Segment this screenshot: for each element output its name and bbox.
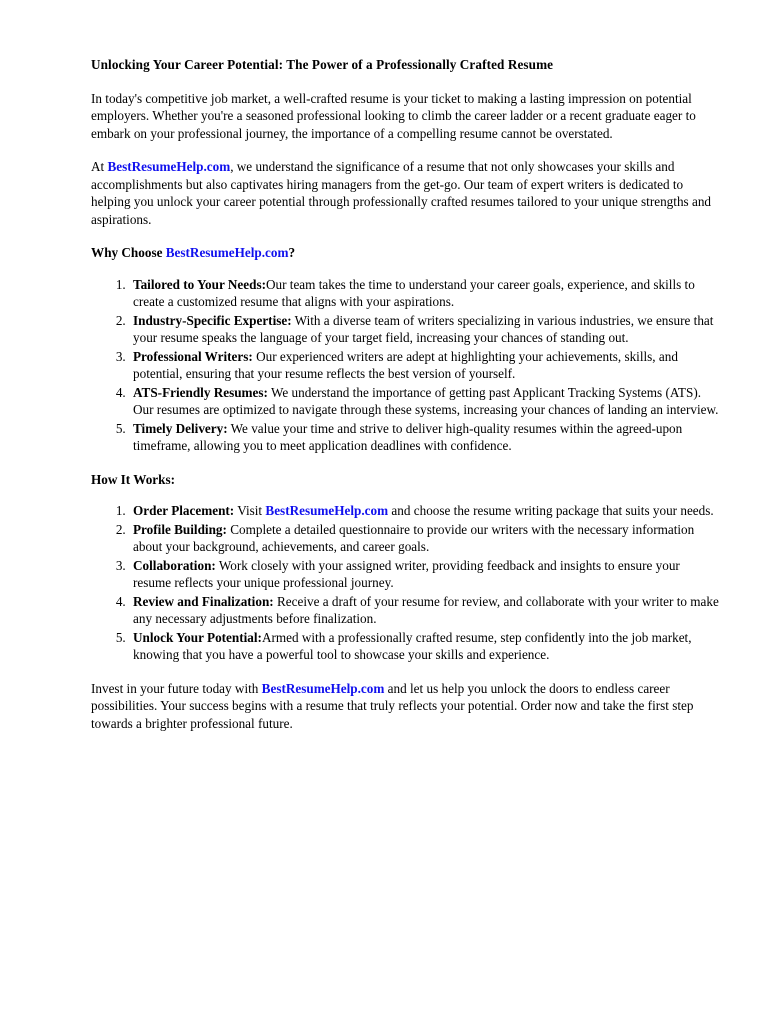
list-item-lead: Timely Delivery: (133, 420, 228, 436)
brand-link-about[interactable]: BestResumeHelp.com (107, 159, 231, 174)
brand-link-order-placement[interactable]: BestResumeHelp.com (265, 503, 389, 518)
brand-link-why-choose[interactable]: BestResumeHelp.com (165, 245, 289, 260)
list-item-lead: Review and Finalization: (133, 593, 274, 609)
closing-paragraph-prefix: Invest in your future today with (91, 680, 262, 696)
about-paragraph (91, 158, 721, 228)
list-item-lead: Profile Building: (133, 521, 227, 537)
list-item-lead: Collaboration: (133, 557, 216, 573)
list-item-body: We understand the importance of getting past Applicant Tracking Systems (ATS). Our resumes are optimized to navigate through these systems, increasing your chances of landing an interview. (133, 384, 719, 417)
list-item-body: Our experienced writers are adept at highlighting your achievements, skills, and potential, ensuring that your resume reflects the best version of yourself. (133, 348, 678, 381)
list-item-body: Our team takes the time to understand your career goals, experience, and skills to create a customized resume that aligns with your aspirations. (133, 276, 695, 309)
why-choose-heading (91, 244, 721, 262)
list-item-lead: Tailored to Your Needs: (133, 276, 266, 292)
list-item (129, 557, 721, 592)
list-item-body: With a diverse team of writers specializing in various industries, we ensure that your resume speaks the language of your target field, increasing your chances of standing out. (133, 312, 714, 345)
list-item (129, 629, 721, 664)
list-item-body-before-link: Visit (234, 503, 266, 518)
list-item (129, 521, 721, 556)
list-item (129, 348, 721, 383)
brand-link-closing[interactable]: BestResumeHelp.com (261, 680, 385, 696)
how-it-works-list (91, 502, 721, 664)
list-item-lead: ATS-Friendly Resumes: (133, 384, 268, 400)
closing-paragraph-suffix: and let us help you unlock the doors to endless career possibilities. Your success begins with a resume that truly reflects your potential. Order now and take the first step towards a brighter professional future. (91, 680, 694, 731)
list-item (129, 593, 721, 628)
intro-paragraph: In today's competitive job market, a well-crafted resume is your ticket to making a lasting impression on potential employers. Whether you're a seasoned professional looking to climb the career ladder or a recent graduate eager to embark on your professional journey, the importance of a compelling resume cannot be overstated. (91, 90, 696, 141)
document-body (91, 56, 721, 732)
how-it-works-heading: How It Works: (91, 471, 176, 487)
why-choose-heading-suffix: ? (288, 245, 296, 260)
list-item-lead: Professional Writers: (133, 348, 253, 364)
list-item-body: Complete a detailed questionnaire to provide our writers with the necessary information about your background, achievements, and career goals. (133, 521, 695, 554)
why-choose-list (91, 276, 721, 455)
list-item-body: Work closely with your assigned writer, providing feedback and insights to ensure your resume reflects your unique professional journey. (133, 557, 680, 590)
list-item-body-after-link: and choose the resume writing package that suits your needs. (388, 503, 714, 518)
why-choose-heading-prefix: Why Choose (91, 245, 166, 260)
list-item-body: Armed with a professionally crafted resume, step confidently into the job market, knowing that you have a powerful tool to showcase your skills and experience. (133, 629, 692, 662)
list-item-body: Receive a draft of your resume for review, and collaborate with your writer to make any necessary adjustments before finalization. (133, 593, 719, 626)
list-item (129, 276, 721, 311)
list-item-lead: Order Placement: (133, 503, 235, 518)
closing-paragraph (91, 680, 721, 733)
page-title: Unlocking Your Career Potential: The Power of a Professionally Crafted Resume (91, 57, 554, 72)
list-item-lead: Unlock Your Potential: (133, 629, 262, 645)
list-item-body: We value your time and strive to deliver high-quality resumes within the agreed-upon timeframe, allowing you to meet application deadlines with confidence. (133, 420, 683, 453)
list-item (129, 420, 721, 455)
list-item (129, 312, 721, 347)
list-item (129, 502, 721, 520)
list-item-lead: Industry-Specific Expertise: (133, 312, 292, 328)
about-paragraph-suffix: , we understand the significance of a resume that not only showcases your skills and accomplishments but also captivates hiring managers from the get-go. Our team of expert writers is dedicated to helping you unlock your career potential through professionally crafted resumes tailored to your unique strengths and aspirations. (91, 159, 712, 227)
list-item (129, 384, 721, 419)
about-paragraph-prefix: At (91, 159, 108, 174)
